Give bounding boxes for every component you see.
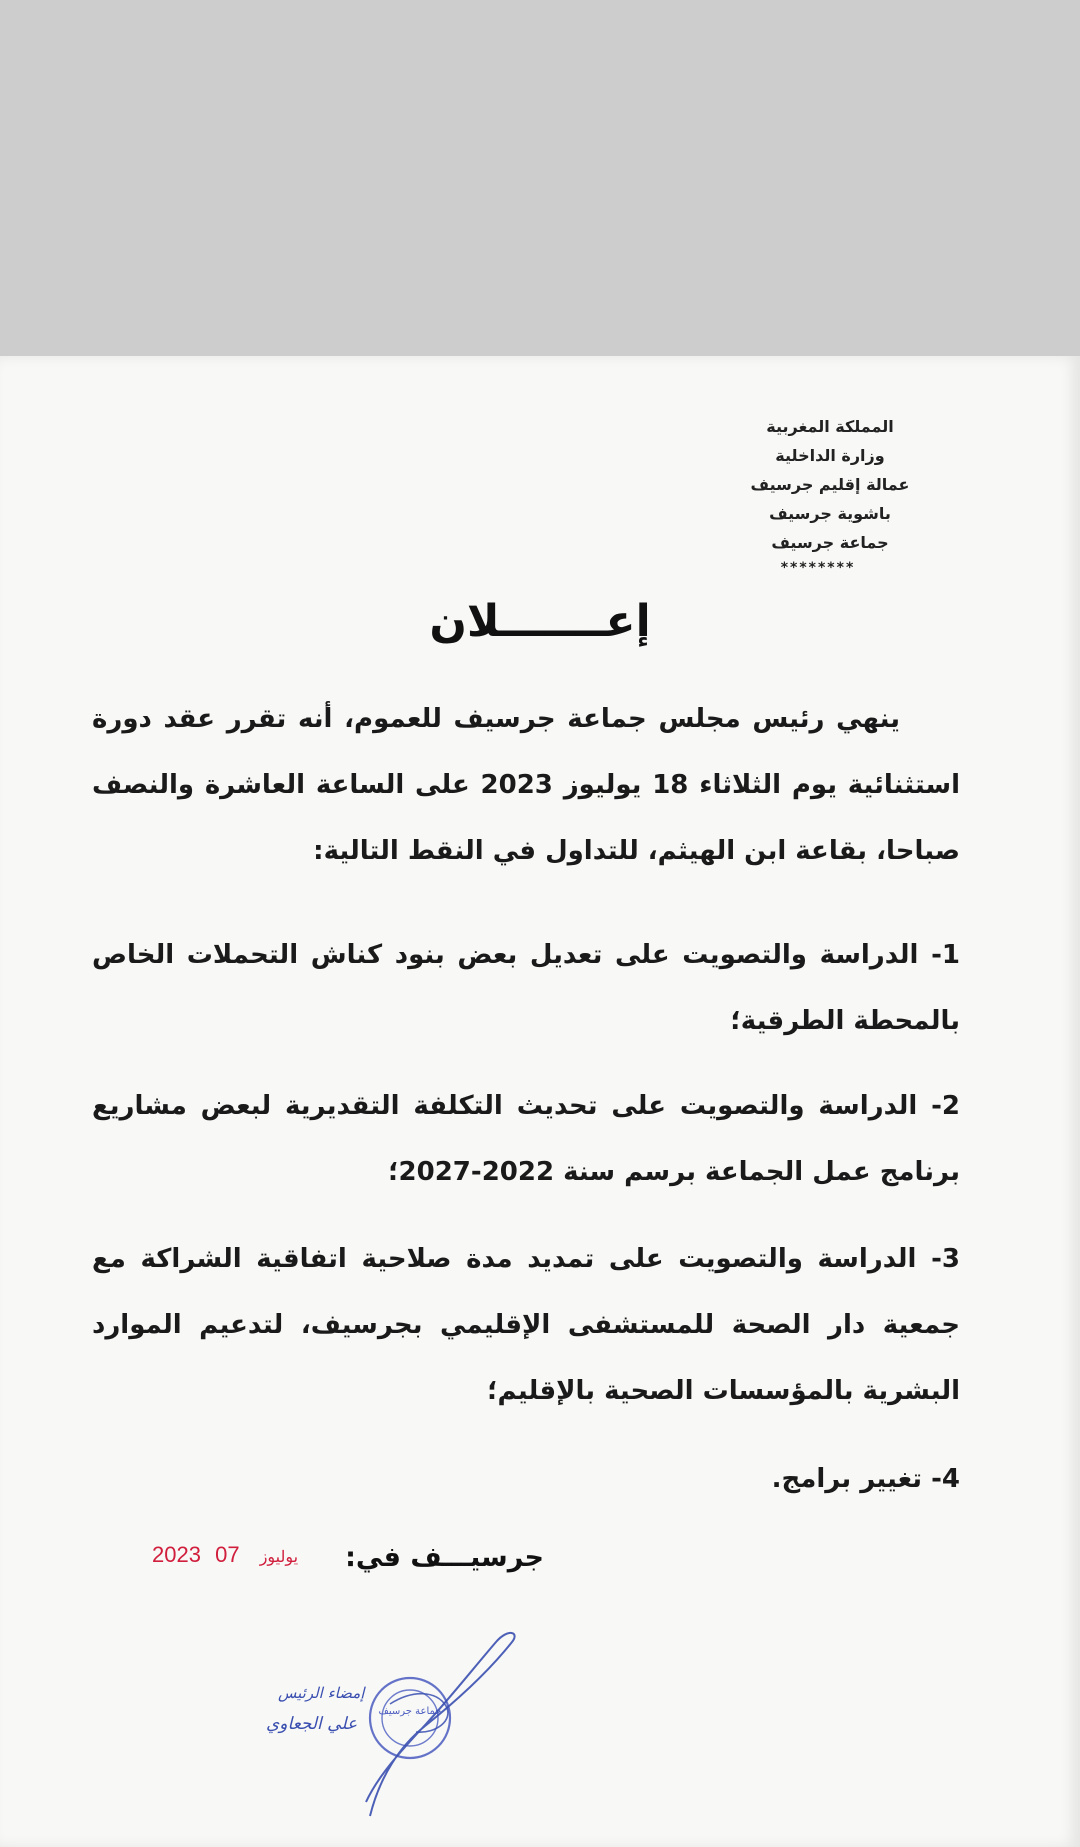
date-stamp-year: 2023 (152, 1542, 201, 1567)
date-label: جرسيـــف في: (345, 1542, 544, 1573)
signature-name: علي الجعاوي (266, 1714, 358, 1734)
letterhead-line-province: عمالة إقليم جرسيف (750, 475, 910, 494)
signature-title: إمضاء الرئيس (278, 1684, 365, 1702)
letterhead-line-commune: جماعة جرسيف (771, 533, 889, 552)
letterhead (710, 412, 950, 577)
date-stamp-month: يوليوز (259, 1549, 299, 1566)
signature-stroke (366, 1633, 515, 1816)
letterhead-line-kingdom: المملكة المغربية (766, 417, 894, 436)
date-stamp-day: 07 (215, 1542, 240, 1567)
background-band (0, 0, 1080, 356)
intro-paragraph: ينهي رئيس مجلس جماعة جرسيف للعموم، أنه تقرر عقد دورة استثنائية يوم الثلاثاء 18 يوليوز 2023 على الساعة العاشرة والنصف صباحا، بقاعة ابن الهيثم، للتداول في النقط التالية: (92, 704, 960, 866)
date-stamp (152, 1542, 298, 1568)
page-title: إعـــــــلان (429, 596, 651, 647)
letterhead-line-ministry: وزارة الداخلية (775, 446, 885, 465)
agenda-item-1: 1- الدراسة والتصويت على تعديل بعض بنود كناش التحملات الخاص بالمحطة الطرقية؛ (92, 940, 960, 1036)
agenda-item-4: 4- تغيير برامج. (771, 1464, 960, 1494)
signature-block (250, 1606, 540, 1826)
letterhead-stars: ******** (780, 560, 856, 576)
document-page (0, 356, 1080, 1847)
letterhead-line-pashalik: باشوية جرسيف (769, 504, 891, 523)
stamp-text: جماعة جرسيف (378, 1706, 442, 1717)
agenda-item-2: 2- الدراسة والتصويت على تحديث التكلفة التقديرية لبعض مشاريع برنامج عمل الجماعة برسم سنة 2022-2027؛ (92, 1091, 960, 1187)
agenda-item-3: 3- الدراسة والتصويت على تمديد مدة صلاحية اتفاقية الشراكة مع جمعية دار الصحة للمستشفى الإقليمي بجرسيف، لتدعيم الموارد البشرية بالمؤسسات الصحية بالإقليم؛ (92, 1244, 960, 1406)
